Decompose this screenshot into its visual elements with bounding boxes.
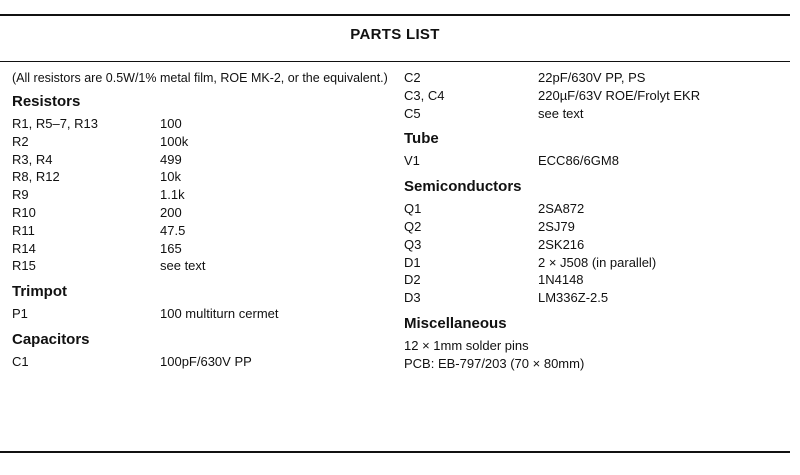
parts-row: [12, 168, 392, 186]
part-designator: R15: [12, 258, 36, 274]
part-value: see text: [538, 105, 584, 121]
part-designator: R3, R4: [12, 151, 53, 167]
part-designator: C5: [404, 105, 421, 121]
part-designator: Q1: [404, 201, 422, 217]
part-designator: R2: [12, 133, 29, 149]
parts-row: [12, 222, 392, 240]
miscellaneous-group: [404, 315, 784, 373]
part-designator: R9: [12, 187, 29, 203]
parts-row: [404, 271, 784, 289]
parts-row: [12, 257, 392, 275]
parts-row: [404, 289, 784, 307]
part-designator: D2: [404, 272, 421, 288]
part-designator: C2: [404, 70, 421, 85]
part-designator: P1: [12, 306, 28, 322]
resistors-heading: Resistors: [12, 93, 81, 110]
parts-row: [12, 151, 392, 169]
part-value: 200: [160, 204, 182, 220]
part-designator: R8, R12: [12, 169, 60, 185]
header-divider: [0, 61, 790, 62]
part-designator: D3: [404, 290, 421, 306]
resistors-group: [12, 93, 392, 275]
part-value: 1N4148: [538, 272, 584, 288]
part-value: 2SA872: [538, 201, 585, 217]
part-designator: Q2: [404, 218, 422, 234]
resistor-note: (All resistors are 0.5W/1% metal film, ROE MK-2, or the equivalent.): [12, 71, 388, 85]
tube-group: [404, 130, 784, 170]
parts-row: [404, 254, 784, 272]
bottom-rule: [0, 451, 790, 453]
part-designator: Q3: [404, 236, 422, 252]
part-value: 2SJ79: [538, 218, 575, 234]
parts-row: [12, 115, 392, 133]
parts-row: [12, 240, 392, 258]
part-designator: V1: [404, 153, 420, 169]
part-designator: R1, R5–7, R13: [12, 116, 98, 131]
right-column: [404, 69, 784, 381]
part-value: ECC86/6GM8: [538, 153, 619, 169]
parts-row: [12, 204, 392, 222]
trimpot-group: [12, 283, 392, 323]
parts-row: [404, 200, 784, 218]
part-value: see text: [160, 258, 206, 274]
capacitors-group: [12, 331, 392, 371]
miscellaneous-heading: Miscellaneous: [404, 314, 507, 332]
parts-row: [404, 105, 784, 123]
parts-row: [12, 305, 392, 323]
part-value: 2SK216: [538, 236, 585, 252]
parts-row: [404, 87, 784, 105]
part-value: 47.5: [160, 222, 186, 238]
parts-row: [404, 236, 784, 254]
left-column: [12, 69, 392, 379]
part-value: 22pF/630V PP, PS: [538, 70, 646, 85]
part-value: LM336Z-2.5: [538, 290, 609, 306]
part-value: 220µF/63V ROE/Frolyt EKR: [538, 87, 701, 103]
part-value: 100k: [160, 133, 189, 149]
part-value: 165: [160, 240, 182, 256]
misc-line: PCB: EB-797/203 (70 × 80mm): [404, 355, 585, 371]
table-title: PARTS LIST: [350, 26, 440, 43]
part-designator: C1: [12, 353, 29, 369]
parts-row: [404, 218, 784, 236]
parts-row: [12, 186, 392, 204]
trimpot-heading: Trimpot: [12, 283, 67, 301]
part-designator: R14: [12, 240, 36, 256]
part-value: 2 × J508 (in parallel): [538, 254, 657, 270]
capacitors-heading: Capacitors: [12, 330, 90, 348]
part-designator: R11: [12, 222, 35, 238]
part-designator: C3, C4: [404, 87, 445, 103]
parts-row: [12, 133, 392, 151]
part-value: 10k: [160, 169, 181, 185]
part-value: 100: [160, 116, 182, 131]
part-value: 100pF/630V PP: [160, 353, 252, 369]
part-designator: D1: [404, 254, 421, 270]
top-rule: [0, 14, 790, 16]
part-value: 1.1k: [160, 187, 185, 203]
semiconductors-heading: Semiconductors: [404, 178, 522, 196]
parts-row: [404, 69, 784, 87]
parts-row: [404, 152, 784, 170]
misc-line: 12 × 1mm solder pins: [404, 337, 529, 353]
semiconductors-group: [404, 178, 784, 307]
capacitors-continued-group: [404, 69, 784, 122]
part-value: 100 multiturn cermet: [160, 306, 279, 322]
part-designator: R10: [12, 204, 36, 220]
tube-heading: Tube: [404, 130, 439, 148]
parts-row: [12, 353, 392, 371]
part-value: 499: [160, 151, 182, 167]
